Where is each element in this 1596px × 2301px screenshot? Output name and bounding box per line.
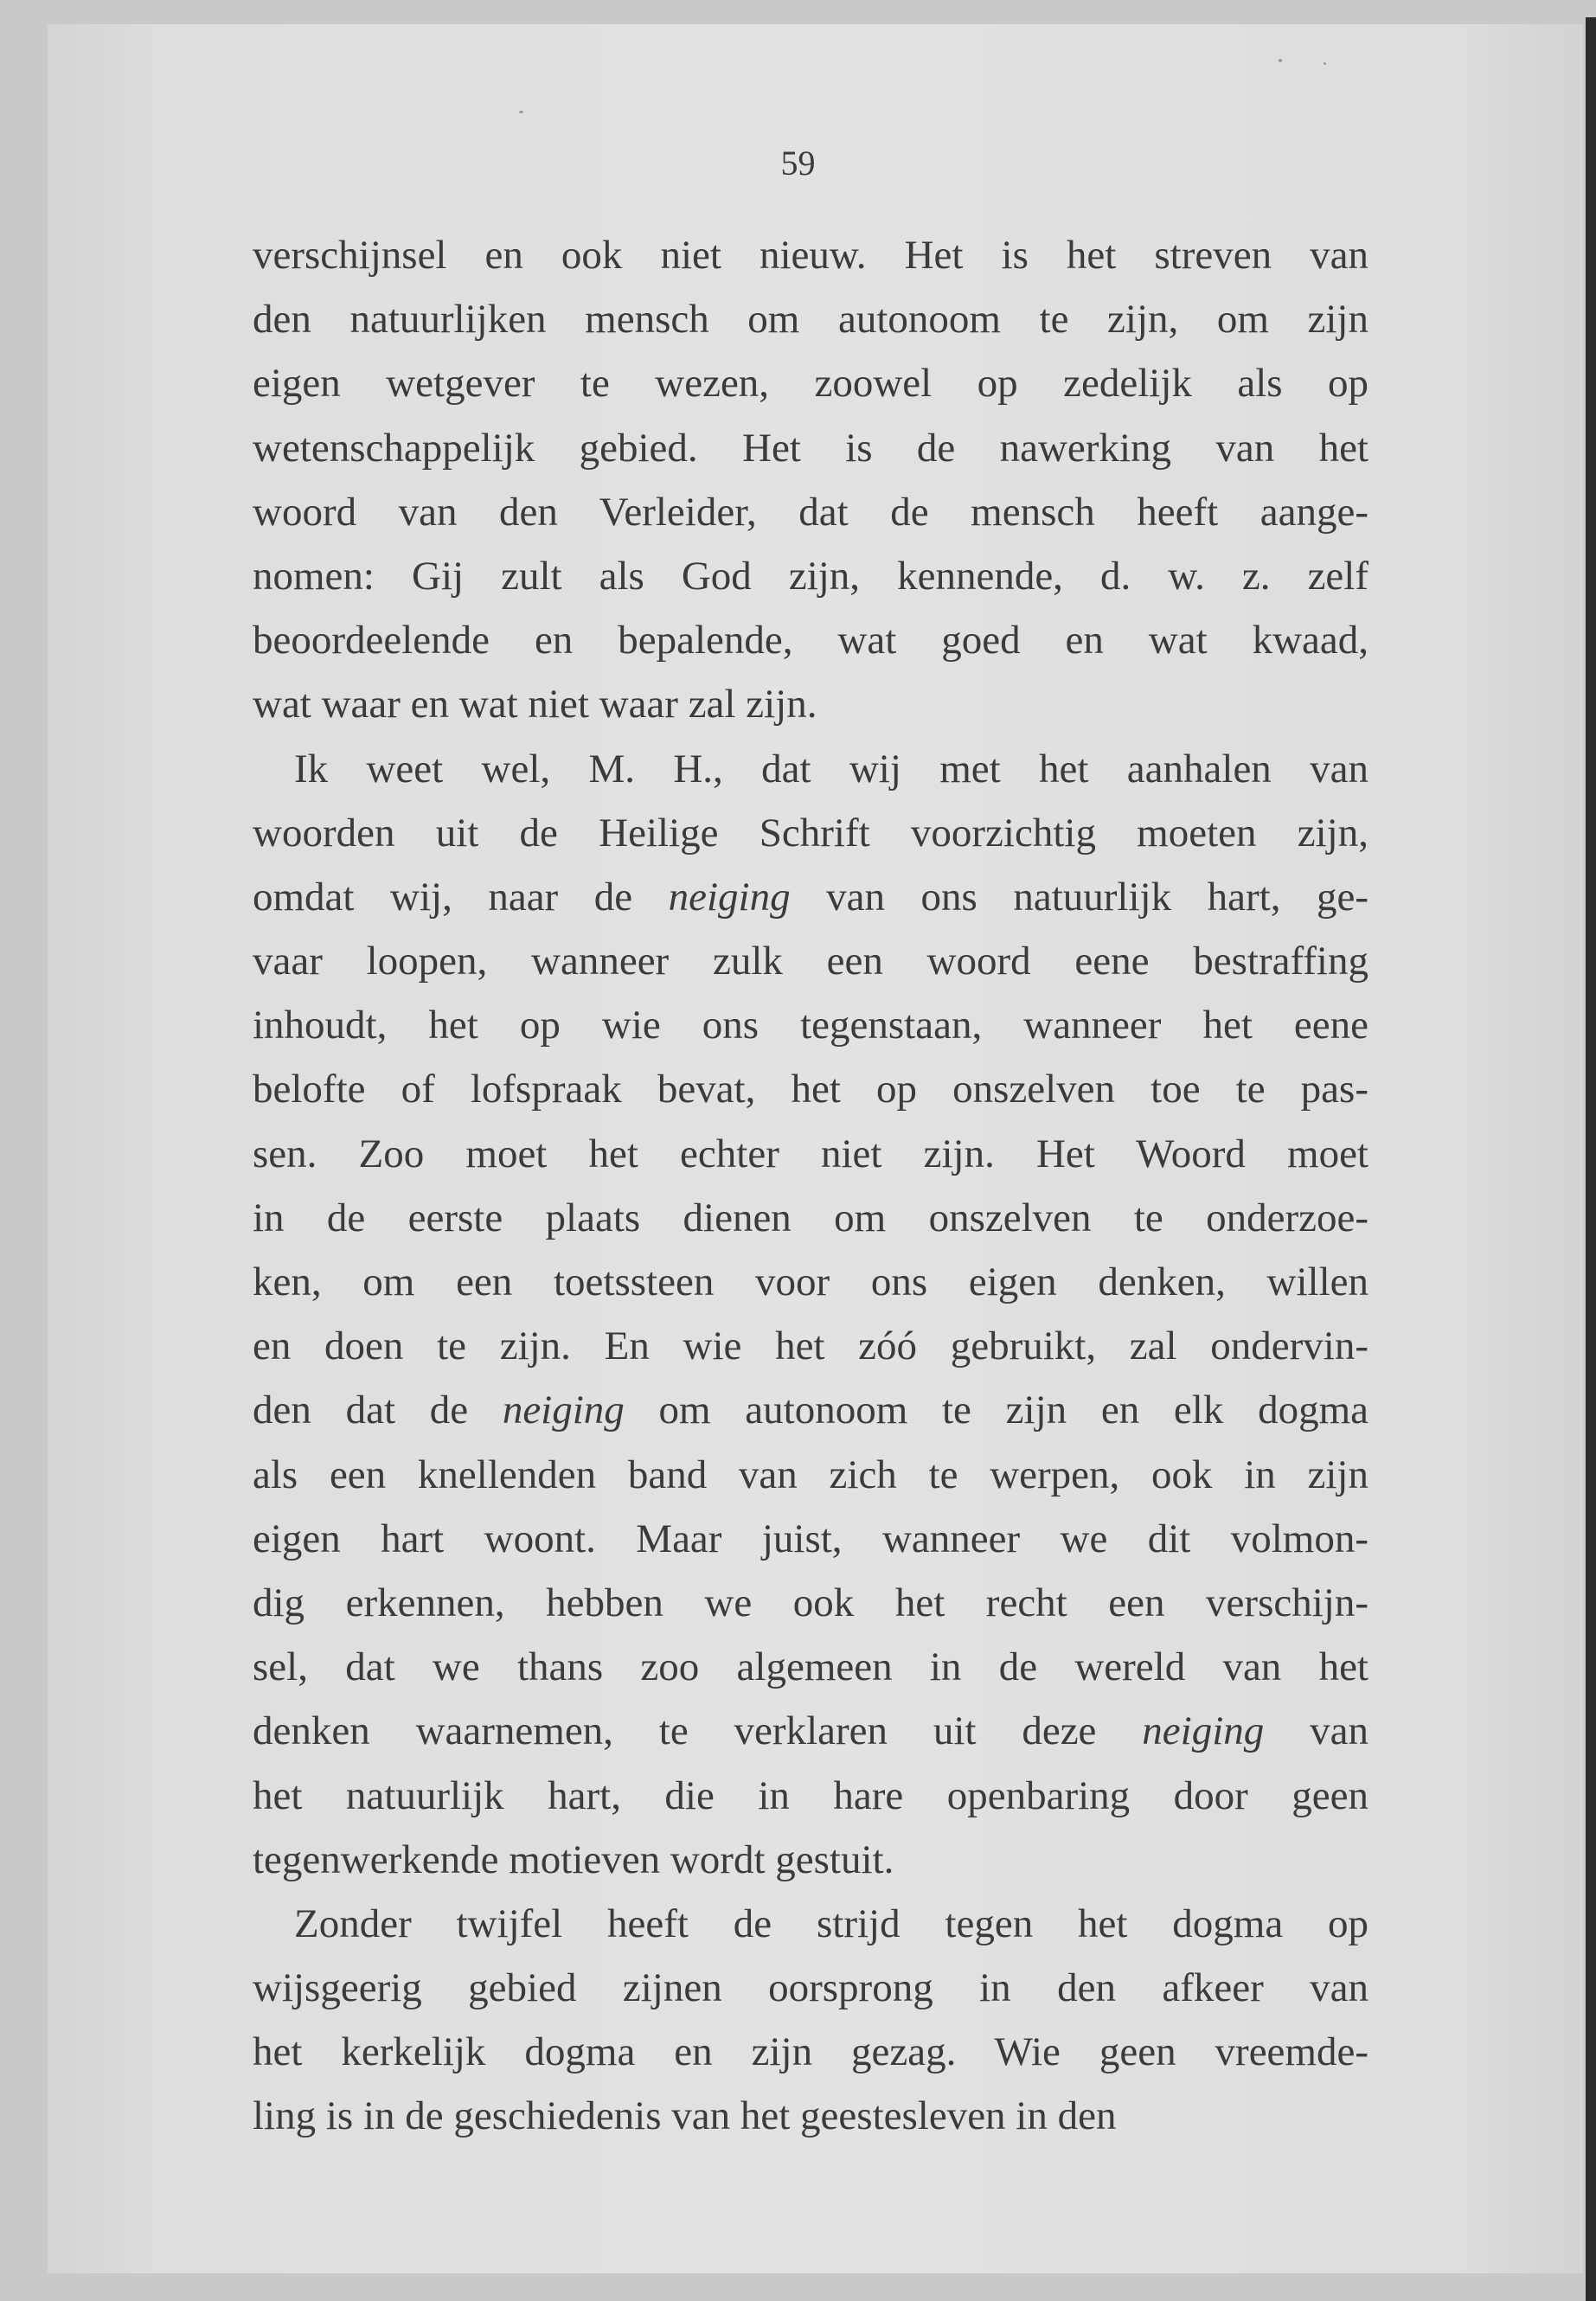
text-line: sen. Zoo moet het echter niet zijn. Het Woord moet [253,1131,1368,1176]
text-line: ling is in de geschiedenis van het geestesleven in den [253,2093,1117,2139]
text-line: tegenwerkende motieven wordt gestuit. [253,1836,894,1882]
text-line: den natuurlijken mensch om autonoom te zijn, om zijn [253,297,1368,343]
text-line: dig erkennen, hebben we ook het recht een verschijn- [253,1580,1368,1625]
emphasized-word: neiging [1142,1708,1265,1754]
text-line: en doen te zijn. En wie het zóó gebruikt, zal ondervin- [253,1324,1368,1369]
paragraph [253,223,1368,737]
text-line: eigen hart woont. Maar juist, wanneer we dit volmon- [253,1516,1368,1561]
text-line: sel, dat we thans zoo algemeen in de wereld van het [253,1644,1368,1690]
text-line: nomen: Gij zult als God zijn, kennende, d. w. z. zelf [253,553,1368,599]
text-line: den dat de neiging om autonoom te zijn en elk dogma [253,1388,1368,1433]
text-line: verschijnsel en ook niet nieuw. Het is het streven van [253,233,1368,278]
paragraph [253,1892,1368,2149]
text-line: woorden uit de Heilige Schrift voorzichtig moeten zijn, [253,810,1368,856]
dust-speck [519,111,523,113]
text-line: denken waarnemen, te verklaren uit deze neiging van [253,1708,1368,1754]
text-line: vaar loopen, wanneer zulk een woord eene bestraffing [253,939,1368,984]
text-line: omdat wij, naar de neiging van ons natuurlijk hart, ge- [253,874,1368,920]
page-number: 59 [780,144,816,183]
text-line: belofte of lofspraak bevat, het op onszelven toe te pas- [253,1067,1368,1112]
text-line: wijsgeerig gebied zijnen oorsprong in den afkeer van [253,1965,1368,2011]
dust-speck [1279,59,1282,62]
text-line: wetenschappelijk gebied. Het is de nawerking van het [253,425,1368,471]
text-line: beoordeelende en bepalende, wat goed en wat kwaad, [253,618,1368,663]
text-line: ken, om een toetssteen voor ons eigen denken, willen [253,1259,1368,1304]
scan-edge [1586,17,1596,2301]
emphasized-word: neiging [668,874,791,920]
text-line: Zonder twijfel heeft de strijd tegen het dogma op [294,1900,1368,1946]
body-text [253,223,1368,2149]
text-line: het natuurlijk hart, die in hare openbaring door geen [253,1772,1368,1818]
dust-speck [1324,62,1326,65]
text-line: in de eerste plaats dienen om onszelven te onderzoe- [253,1195,1368,1240]
emphasized-word: neiging [502,1388,625,1433]
text-line: als een knellenden band van zich te werpen, ook in zijn [253,1452,1368,1497]
text-line: woord van den Verleider, dat de mensch heeft aange- [253,489,1368,535]
text-line: Ik weet wel, M. H., dat wij met het aanhalen van [294,746,1368,792]
text-line: wat waar en wat niet waar zal zijn. [253,682,817,727]
text-line: eigen wetgever te wezen, zoowel op zedelijk als op [253,361,1368,407]
paragraph [253,737,1368,1892]
text-line: het kerkelijk dogma en zijn gezag. Wie geen vreemde- [253,2029,1368,2075]
text-line: inhoudt, het op wie ons tegenstaan, wanneer het eene [253,1003,1368,1048]
